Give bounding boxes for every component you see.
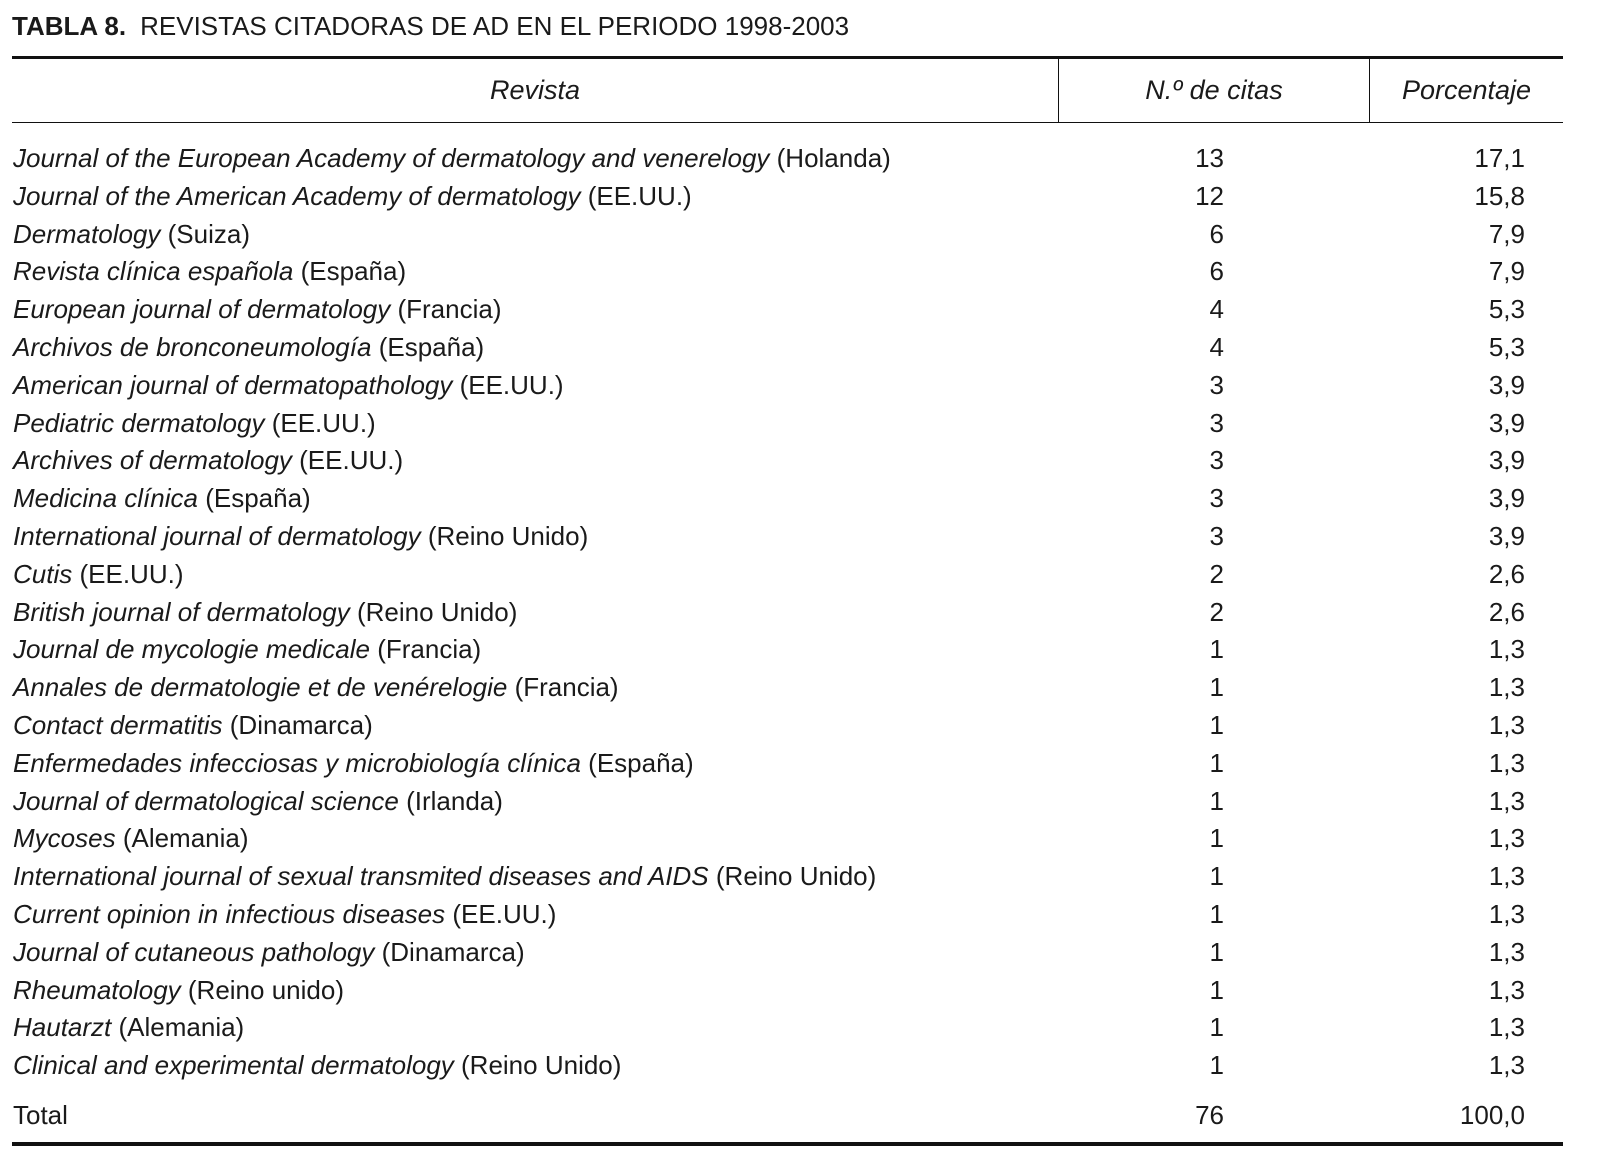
porcentaje-cell: 3,9 <box>1488 407 1525 438</box>
citas-cell: 1 <box>1209 1050 1224 1081</box>
journal-title: European journal of dermatology <box>13 294 391 325</box>
journal-cell <box>13 367 564 405</box>
citas-cell: 3 <box>1209 520 1224 551</box>
journal-cell <box>13 896 556 934</box>
citas-cell: 1 <box>1209 936 1224 967</box>
table-title: REVISTAS CITADORAS DE AD EN EL PERIODO 1998-2003 <box>140 11 850 41</box>
porcentaje-cell: 1,3 <box>1488 672 1525 703</box>
journal-country: (Alemania) <box>122 823 249 854</box>
bottom-rule <box>12 1142 1563 1146</box>
table-row <box>0 442 1615 480</box>
table-row <box>0 934 1615 972</box>
porcentaje-cell: 1,3 <box>1488 747 1525 778</box>
journal-country: (Suiza) <box>167 218 250 249</box>
citas-cell: 1 <box>1209 785 1224 816</box>
citas-cell: 1 <box>1209 1012 1224 1043</box>
porcentaje-cell: 1,3 <box>1488 1012 1525 1043</box>
journal-country: (Reino Unido) <box>427 520 589 551</box>
porcentaje-cell: 3,9 <box>1488 369 1525 400</box>
journal-title: Mycoses <box>13 823 116 854</box>
journal-cell <box>13 745 694 783</box>
table-row <box>0 518 1615 556</box>
journal-country: (EE.UU.) <box>271 407 376 438</box>
header-porcentaje: Porcentaje <box>1401 75 1532 105</box>
porcentaje-cell: 2,6 <box>1488 558 1525 589</box>
journal-title: Revista clínica española <box>13 256 294 287</box>
journal-cell <box>13 178 692 216</box>
journal-cell <box>13 480 311 518</box>
porcentaje-cell: 1,3 <box>1488 974 1525 1005</box>
citas-cell: 1 <box>1209 974 1224 1005</box>
porcentaje-cell: 7,9 <box>1488 218 1525 249</box>
journal-country: (España) <box>378 331 485 362</box>
citas-cell: 6 <box>1209 218 1224 249</box>
porcentaje-cell: 3,9 <box>1488 520 1525 551</box>
table-row <box>0 480 1615 518</box>
journal-title: Hautarzt <box>13 1012 112 1043</box>
table-row <box>0 896 1615 934</box>
citas-cell: 1 <box>1209 709 1224 740</box>
journal-title: Archives of dermatology <box>13 445 292 476</box>
journal-title: Journal of the American Academy of dermatology <box>13 180 581 211</box>
citas-cell: 1 <box>1209 747 1224 778</box>
porcentaje-cell: 1,3 <box>1488 1050 1525 1081</box>
citas-cell: 3 <box>1209 483 1224 514</box>
journal-title: International journal of sexual transmited diseases and AIDS <box>13 861 709 892</box>
citas-cell: 2 <box>1209 558 1224 589</box>
citas-cell: 1 <box>1209 898 1224 929</box>
journal-title: Cutis <box>13 558 73 589</box>
journal-country: (España) <box>588 747 694 778</box>
total-citas: 76 <box>1195 1100 1224 1130</box>
journal-cell <box>13 820 249 858</box>
porcentaje-cell: 1,3 <box>1488 861 1525 892</box>
table-row <box>0 329 1615 367</box>
journal-title: Medicina clínica <box>13 483 198 514</box>
table-row <box>0 405 1615 443</box>
porcentaje-cell: 7,9 <box>1488 256 1525 287</box>
journal-cell <box>13 253 406 291</box>
citas-cell: 6 <box>1209 256 1224 287</box>
journal-country: (Francia) <box>397 294 502 325</box>
table-row <box>0 140 1615 178</box>
journal-country: (EE.UU.) <box>452 898 557 929</box>
journal-country: (España) <box>300 256 407 287</box>
porcentaje-cell: 1,3 <box>1488 936 1525 967</box>
citas-cell: 1 <box>1209 861 1224 892</box>
journal-country: (EE.UU.) <box>587 180 692 211</box>
table-row <box>0 1047 1615 1085</box>
citas-cell: 4 <box>1209 294 1224 325</box>
journal-cell <box>13 594 517 632</box>
journal-title: Current opinion in infectious diseases <box>13 898 446 929</box>
journal-country: (España) <box>205 483 311 514</box>
citas-cell: 4 <box>1209 331 1224 362</box>
citas-cell: 13 <box>1195 143 1224 173</box>
journal-title: Journal of dermatological science <box>13 785 399 816</box>
table-row <box>0 669 1615 707</box>
table-row <box>0 291 1615 329</box>
journal-country: (Reino Unido) <box>461 1050 622 1081</box>
total-porcentaje: 100,0 <box>1459 1100 1525 1130</box>
journal-title: Dermatology <box>13 218 161 249</box>
journal-title: Journal of the European Academy of dermatology and venerelogy <box>13 143 770 173</box>
journal-country: (Irlanda) <box>406 785 503 816</box>
table-row <box>0 216 1615 254</box>
citas-cell: 1 <box>1209 823 1224 854</box>
journal-country: (Alemania) <box>118 1012 245 1043</box>
journal-cell <box>13 1047 621 1085</box>
journal-cell <box>13 972 344 1010</box>
porcentaje-cell: 5,3 <box>1488 294 1525 325</box>
journal-country: (Reino Unido) <box>356 596 518 627</box>
porcentaje-cell: 1,3 <box>1488 634 1525 665</box>
porcentaje-cell: 1,3 <box>1488 898 1525 929</box>
table-row <box>0 972 1615 1010</box>
citas-cell: 3 <box>1209 407 1224 438</box>
journal-country: (Reino unido) <box>187 974 344 1005</box>
porcentaje-cell: 15,8 <box>1474 180 1525 211</box>
journal-cell <box>13 442 403 480</box>
table-row <box>0 178 1615 216</box>
journal-cell <box>13 518 588 556</box>
citas-cell: 1 <box>1209 634 1224 665</box>
citas-cell: 3 <box>1209 445 1224 476</box>
journal-cell <box>13 1009 244 1047</box>
citas-cell: 2 <box>1209 596 1224 627</box>
journal-title: British journal of dermatology <box>13 596 350 627</box>
journal-cell <box>13 216 250 254</box>
header-revista: Revista <box>489 75 581 105</box>
journal-title: Clinical and experimental dermatology <box>13 1050 454 1081</box>
table-row <box>0 594 1615 632</box>
citas-cell: 1 <box>1209 672 1224 703</box>
journal-cell <box>13 556 183 594</box>
table-number: TABLA 8. <box>12 11 127 41</box>
journal-cell <box>13 669 619 707</box>
journal-country: (EE.UU.) <box>299 445 404 476</box>
journal-cell <box>13 329 484 367</box>
porcentaje-cell: 17,1 <box>1474 143 1525 173</box>
journal-cell <box>13 934 525 972</box>
table-caption <box>12 10 849 42</box>
journal-cell <box>13 631 481 669</box>
journal-country: (Dinamarca) <box>229 709 373 740</box>
table-row <box>0 820 1615 858</box>
journal-title: American journal of dermatopathology <box>13 369 453 400</box>
total-label: Total <box>13 1100 68 1130</box>
journal-cell <box>13 140 891 178</box>
porcentaje-cell: 1,3 <box>1488 823 1525 854</box>
journal-title: Contact dermatitis <box>13 709 223 740</box>
journal-title: Pediatric dermatology <box>13 407 265 438</box>
porcentaje-cell: 3,9 <box>1488 445 1525 476</box>
journal-country: (EE.UU.) <box>79 558 184 589</box>
journal-title: Annales de dermatologie et de venérelogie <box>13 672 508 703</box>
journal-title: Journal de mycologie medicale <box>13 634 370 665</box>
journal-cell <box>13 291 502 329</box>
porcentaje-cell: 5,3 <box>1488 331 1525 362</box>
porcentaje-cell: 3,9 <box>1488 483 1525 514</box>
table-body <box>0 140 1615 1085</box>
journal-cell <box>13 783 503 821</box>
table-row <box>0 631 1615 669</box>
journal-title: Archivos de bronconeumología <box>13 331 372 362</box>
table-row <box>0 783 1615 821</box>
journal-cell <box>13 707 373 745</box>
porcentaje-cell: 1,3 <box>1488 709 1525 740</box>
journal-cell <box>13 405 376 443</box>
header-citas: N.º de citas <box>1145 75 1283 105</box>
porcentaje-cell: 1,3 <box>1488 785 1525 816</box>
porcentaje-cell: 2,6 <box>1488 596 1525 627</box>
journal-title: Journal of cutaneous pathology <box>13 936 375 967</box>
journal-title: International journal of dermatology <box>13 520 421 551</box>
table-row <box>0 858 1615 896</box>
journal-country: (EE.UU.) <box>459 369 564 400</box>
journal-country: (Holanda) <box>776 143 891 173</box>
total-row <box>0 1095 1615 1135</box>
journal-country: (Dinamarca) <box>381 936 525 967</box>
journal-title: Enfermedades infecciosas y microbiología clínica <box>13 747 581 778</box>
journal-country: (Francia) <box>514 672 619 703</box>
table-row <box>0 556 1615 594</box>
table-row <box>0 745 1615 783</box>
table-row <box>0 253 1615 291</box>
table-row <box>0 367 1615 405</box>
journal-country: (Francia) <box>377 634 482 665</box>
header-rule <box>12 122 1563 123</box>
table-row <box>0 707 1615 745</box>
citas-cell: 3 <box>1209 369 1224 400</box>
citas-cell: 12 <box>1195 180 1224 211</box>
journal-title: Rheumatology <box>13 974 181 1005</box>
table-row <box>0 1009 1615 1047</box>
journal-cell <box>13 858 876 896</box>
journal-country: (Reino Unido) <box>715 861 877 892</box>
